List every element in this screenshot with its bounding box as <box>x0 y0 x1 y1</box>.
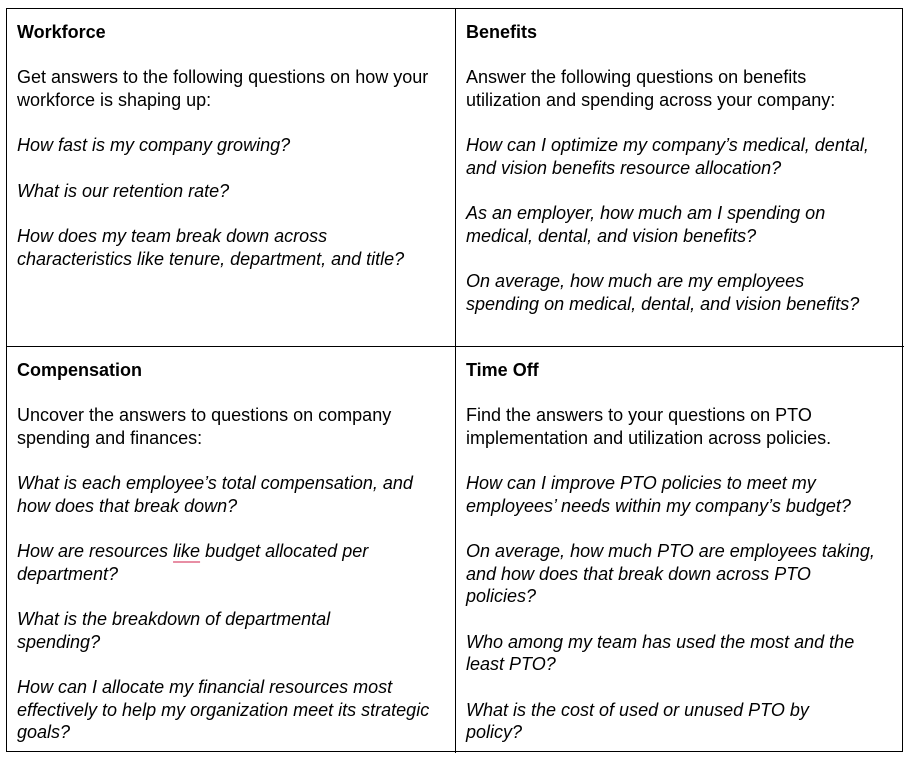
workforce-cell <box>7 9 456 347</box>
topics-table <box>6 8 903 752</box>
benefits-heading: Benefits <box>466 22 538 42</box>
time-off-cell <box>456 347 904 753</box>
compensation-question: What is each employee’s total compensation, and how does that break down? <box>17 473 413 516</box>
workforce-heading: Workforce <box>17 22 106 42</box>
time-off-intro: Find the answers to your questions on PTO implementation and utilization across policies. <box>466 405 832 448</box>
time-off-question: On average, how much PTO are employees taking, and how does that break down across PTO policies? <box>466 541 875 606</box>
time-off-question: What is the cost of used or unused PTO by policy? <box>466 699 809 742</box>
workforce-question: What is our retention rate? <box>17 180 230 201</box>
benefits-intro: Answer the following questions on benefits utilization and spending across your company: <box>466 67 836 110</box>
compensation-heading: Compensation <box>17 360 143 380</box>
benefits-question: As an employer, how much am I spending on medical, dental, and vision benefits? <box>466 203 826 246</box>
compensation-cell <box>7 347 456 753</box>
spellcheck-marked-word: like <box>173 541 201 561</box>
compensation-question: How can I allocate my financial resources most effectively to help my organization meet its strategic goals? <box>17 677 430 742</box>
benefits-question: How can I optimize my company’s medical, dental, and vision benefits resource allocation? <box>466 135 869 178</box>
time-off-question: How can I improve PTO policies to meet my employees’ needs within my company’s budget? <box>466 473 851 516</box>
compensation-question <box>17 540 432 585</box>
workforce-intro: Get answers to the following questions on how your workforce is shaping up: <box>17 67 429 110</box>
workforce-question: How does my team break down across characteristics like tenure, department, and title? <box>17 226 405 269</box>
time-off-question: Who among my team has used the most and the least PTO? <box>466 631 855 674</box>
benefits-cell <box>456 9 904 347</box>
workforce-question: How fast is my company growing? <box>17 135 291 155</box>
compensation-intro: Uncover the answers to questions on company spending and finances: <box>17 405 392 448</box>
compensation-question-part: budget allocated per department? <box>17 541 369 584</box>
compensation-question-part: How are resources <box>17 541 174 561</box>
benefits-question: On average, how much are my employees spending on medical, dental, and vision benefits? <box>466 271 860 314</box>
time-off-heading: Time Off <box>466 360 539 380</box>
compensation-question: What is the breakdown of departmental spending? <box>17 609 331 652</box>
